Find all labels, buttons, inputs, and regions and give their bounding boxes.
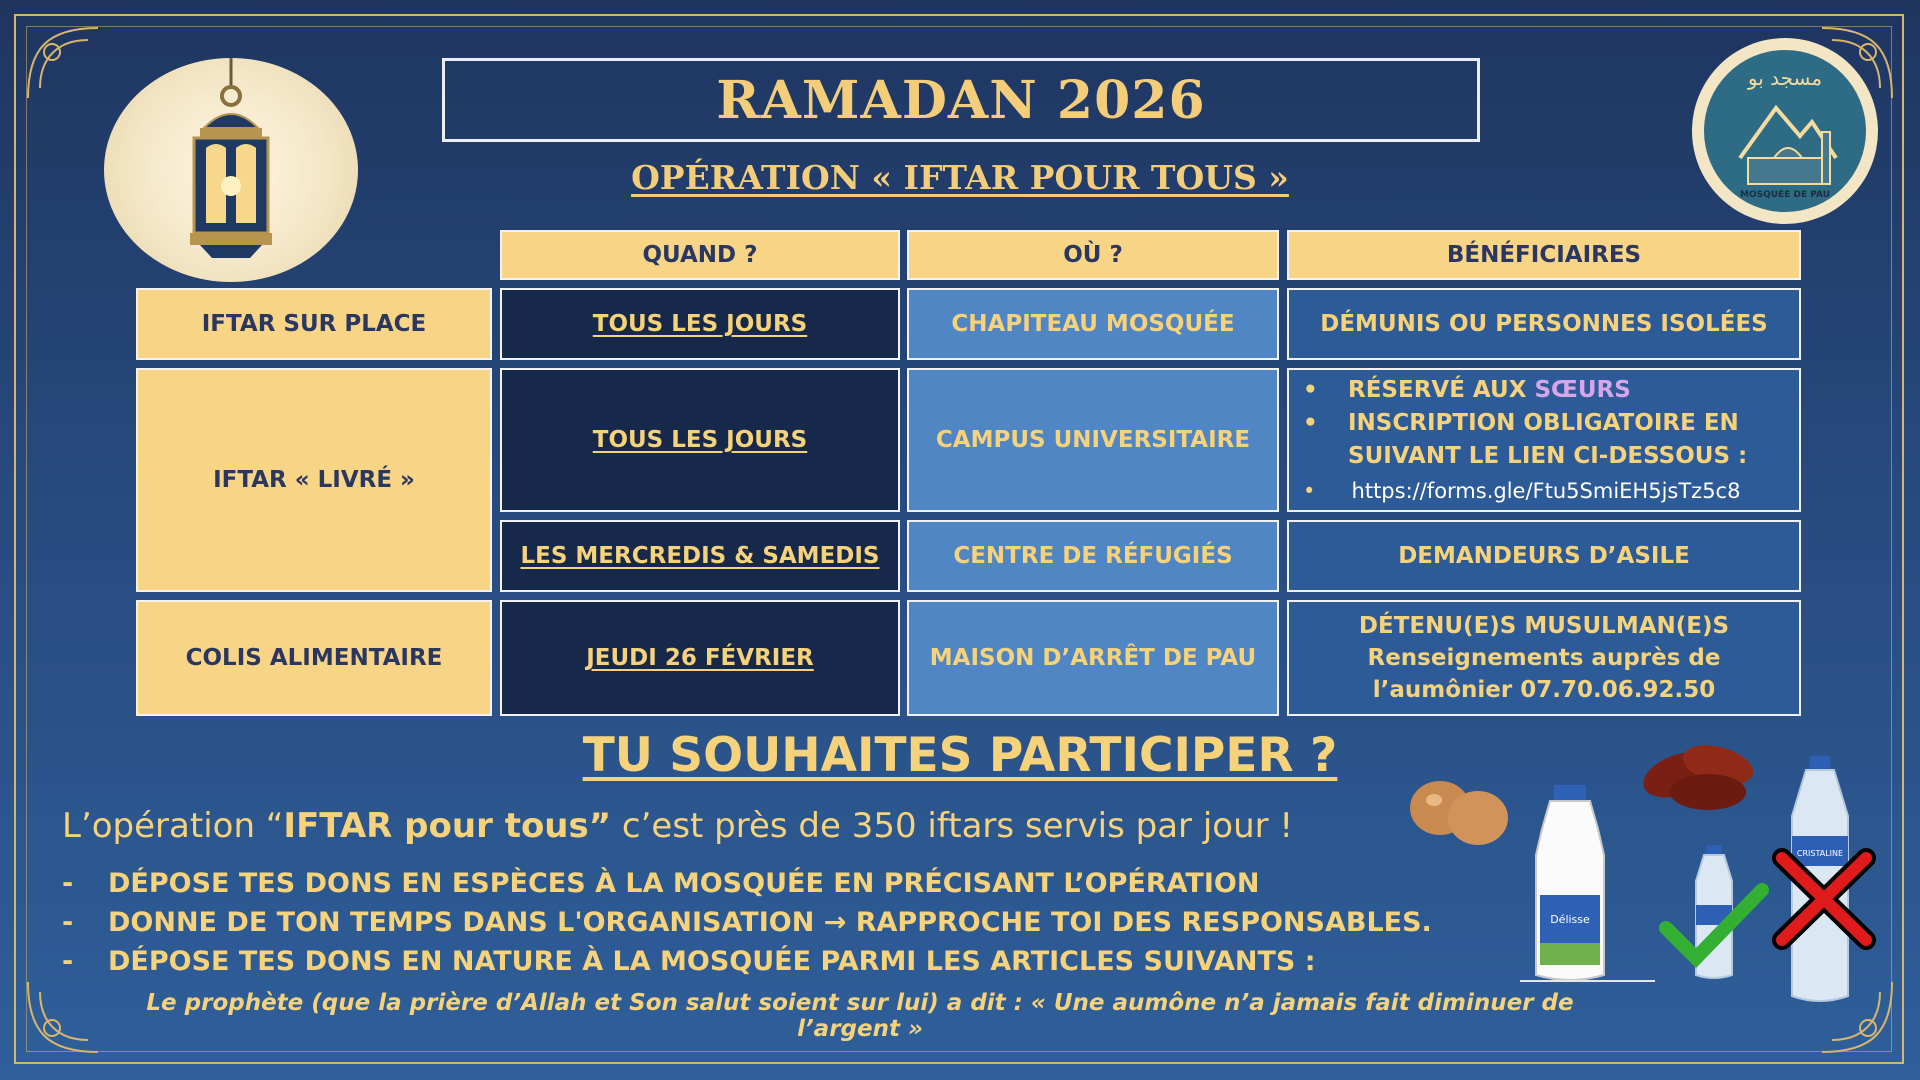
row-label-colis: COLIS ALIMENTAIRE: [136, 600, 492, 716]
dates-icon: [1638, 730, 1768, 820]
action-item: - DÉPOSE TES DONS EN NATURE À LA MOSQUÉE PARMI LES ARTICLES SUIVANTS :: [62, 942, 1432, 981]
participate-intro: [62, 806, 1293, 846]
cell-refugies-ou: CENTRE DE RÉFUGIÉS: [907, 520, 1279, 592]
checkmark-icon: [1658, 880, 1770, 968]
cross-icon: [1770, 846, 1878, 952]
cell-refugies-quand: LES MERCREDIS & SAMEDIS: [500, 520, 900, 592]
intro-after: c’est près de 350 iftars servis par jour !: [611, 806, 1294, 846]
page-subtitle: OPÉRATION « IFTAR POUR TOUS »: [631, 158, 1289, 197]
action-item: - DONNE DE TON TEMPS DANS L'ORGANISATION → RAPPROCHE TOI DES RESPONSABLES.: [62, 903, 1432, 942]
colis-beneficiaires-title: DÉTENU(E)S MUSULMAN(E)S: [1358, 612, 1730, 639]
intro-before: L’opération “: [62, 806, 284, 846]
header-ou: OÙ ?: [907, 230, 1279, 280]
lantern-badge: [104, 58, 358, 282]
water-brand-label: CRISTALINE: [1796, 849, 1844, 858]
cell-campus-beneficiaires: [1287, 368, 1801, 512]
logo-arabic-text: مسجد بو: [1747, 66, 1823, 90]
cell-colis-beneficiaires: [1287, 600, 1801, 716]
header-beneficiaires: BÉNÉFICIAIRES: [1287, 230, 1801, 280]
cell-colis-quand: JEUDI 26 FÉVRIER: [500, 600, 900, 716]
registration-link[interactable]: • https://forms.gle/Ftu5SmiEH5jsTz5c8: [1303, 476, 1789, 506]
row-label-livre: IFTAR « LIVRÉ »: [136, 368, 492, 592]
condition-inscription: • INSCRIPTION OBLIGATOIRE EN SUIVANT LE LIEN CI-DESSOUS :: [1303, 407, 1789, 474]
intro-bold: IFTAR pour tous”: [283, 806, 612, 846]
mosque-mountain-icon: [1704, 50, 1866, 212]
logo-inner: [1704, 50, 1866, 212]
cell-campus-ou: CAMPUS UNIVERSITAIRE: [907, 368, 1279, 512]
shelf-line: [1520, 980, 1655, 982]
milk-brand-label: Délisse: [1550, 913, 1590, 926]
row-label-sur-place: IFTAR SUR PLACE: [136, 288, 492, 360]
cell-campus-quand: TOUS LES JOURS: [500, 368, 900, 512]
mosque-logo: [1692, 38, 1878, 224]
cell-refugies-beneficiaires: DEMANDEURS D’ASILE: [1287, 520, 1801, 592]
participate-title: TU SOUHAITES PARTICIPER ?: [582, 728, 1338, 783]
actions-list: [62, 864, 1432, 981]
cell-sur-place-ou: CHAPITEAU MOSQUÉE: [907, 288, 1279, 360]
cell-sur-place-beneficiaires: DÉMUNIS OU PERSONNES ISOLÉES: [1287, 288, 1801, 360]
lantern-icon: [104, 58, 358, 282]
page-title: RAMADAN 2026: [442, 58, 1480, 142]
logo-name: MOSQUÉE DE PAU: [1740, 190, 1830, 200]
campus-conditions-list: [1303, 374, 1789, 506]
milk-bottle-icon: [1520, 785, 1620, 985]
eggs-icon: [1400, 770, 1520, 850]
colis-beneficiaires-info: Renseignements auprès de l’aumônier 07.70.06.92.50: [1367, 644, 1721, 704]
reserve-prefix: RÉSERVÉ AUX: [1348, 376, 1535, 403]
corner-ornament-icon: [18, 972, 108, 1062]
condition-reserve: [1303, 374, 1789, 407]
reserve-highlight: SŒURS: [1534, 376, 1631, 403]
prophet-quote: Le prophète (que la prière d’Allah et Son salut soient sur lui) a dit : « Une aumône n’a jamais fait diminuer de l’argent »: [146, 990, 1574, 1042]
corner-ornament-icon: [18, 18, 108, 108]
cell-sur-place-quand: TOUS LES JOURS: [500, 288, 900, 360]
header-quand: QUAND ?: [500, 230, 900, 280]
cell-colis-ou: MAISON D’ARRÊT DE PAU: [907, 600, 1279, 716]
action-item: - DÉPOSE TES DONS EN ESPÈCES À LA MOSQUÉE EN PRÉCISANT L’OPÉRATION: [62, 864, 1432, 903]
